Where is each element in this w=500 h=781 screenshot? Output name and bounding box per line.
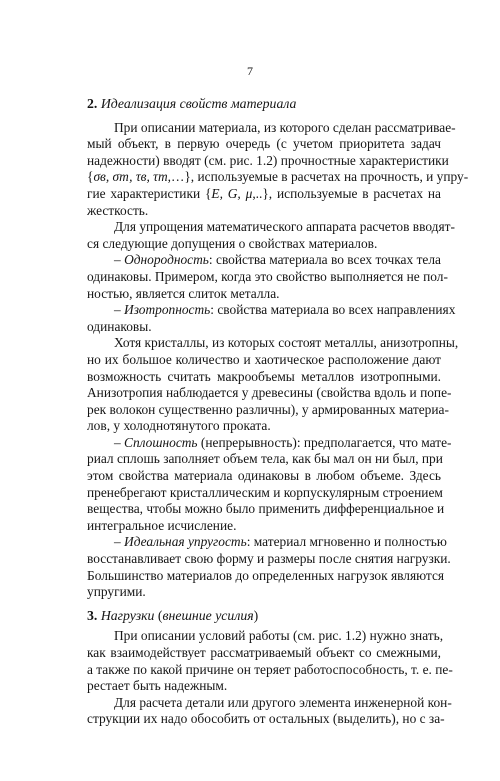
text-fragment: ) xyxy=(253,607,259,623)
list-item-continuity xyxy=(87,434,452,452)
term: Изотропность xyxy=(124,302,211,318)
text-line: ностью, является слиток металла. xyxy=(87,285,280,301)
text-line: пренебрегают кристаллическим и корпускулярным строением xyxy=(87,484,443,500)
text-line: При описании материала, из которого сделан рассматривае- xyxy=(114,119,456,135)
page-number: 7 xyxy=(247,64,253,78)
text-line: одинаковы. xyxy=(87,318,152,334)
text-line: этом свойства материала одинаковы в любом объеме. Здесь xyxy=(87,468,441,484)
formula-symbols: σв, σт, τв, τт xyxy=(93,169,168,185)
text-line: Хотя кристаллы, из которых состоят металлы, анизотропны, xyxy=(114,335,459,351)
list-item-homogeneity xyxy=(87,252,441,269)
text-fragment: ( xyxy=(154,607,163,623)
dash: – xyxy=(114,534,125,550)
text-line: лов, у холоднотянутого проката. xyxy=(87,418,271,434)
section-number: 3. xyxy=(87,607,98,623)
text-line: рек волокон существенно различны), у армированных материа- xyxy=(87,401,449,417)
text-line: Для упрощения математического аппарата расчетов вводят- xyxy=(114,219,455,235)
text-fragment: : свойства материала во всех точках тела xyxy=(208,252,441,268)
text-line: вещества, чтобы можно было применить дифференциальное и xyxy=(87,501,445,517)
spacer xyxy=(87,113,441,120)
text-line: одинаковы. Примером, когда это свойство выполняется не пол- xyxy=(87,268,448,284)
text-line: а также по какой причине он теряет работоспособность, т. е. пе- xyxy=(87,661,453,677)
text-line: Для расчета детали или другого элемента инженерной кон- xyxy=(114,694,452,710)
dash: – xyxy=(114,252,125,268)
text-fragment: ,…}, используемые в расчетах на прочность, и упру- xyxy=(167,169,469,185)
text-line: но их большое количество и хаотическое расположение дают xyxy=(87,351,441,367)
section-number: 2. xyxy=(87,96,98,111)
text-line: восстанавливает свою форму и размеры после снятия нагрузки. xyxy=(87,551,451,567)
text-line: ся следующие допущения о свойствах материалов. xyxy=(87,235,378,251)
text-line: струкции их надо обособить от остальных (выделить), но с за- xyxy=(87,711,445,727)
text-line: Большинство материалов до определенных нагрузок являются xyxy=(87,567,445,583)
section-title: Идеализация свойств материала xyxy=(100,96,297,111)
section-subtitle: внешние усилия xyxy=(162,607,254,623)
section-heading-2 xyxy=(87,96,441,113)
term: Однородность xyxy=(124,252,209,268)
text-line: риал сплошь заполняет объем тела, как бы мал он ни был, при xyxy=(87,451,443,467)
text-line: интегральное исчисление. xyxy=(87,517,237,533)
text-line-strength-symbols xyxy=(87,169,469,186)
text-fragment: (непрерывность): предполагается, что мате- xyxy=(197,434,452,450)
dash: – xyxy=(114,302,125,318)
spacer xyxy=(87,601,441,608)
text-fragment: : материал мгновенно и полностью xyxy=(246,534,447,550)
term: Идеальная упругость xyxy=(124,534,247,550)
text-fragment: гие характеристики { xyxy=(87,185,212,201)
text-line: мый объект, в первую очередь (с учетом приоритета задач xyxy=(87,136,441,152)
page-body xyxy=(87,96,469,728)
text-line: Анизотропия наблюдается у древесины (свойства вдоль и попе- xyxy=(87,385,452,401)
text-fragment: { xyxy=(87,169,94,185)
text-line: надежности) вводят (см. рис. 1.2) прочностные характеристики xyxy=(87,152,449,168)
text-line: возможность считать макрообъемы металлов изотропными. xyxy=(87,368,441,384)
text-line: жесткость. xyxy=(87,202,149,218)
text-line-elastic-symbols xyxy=(87,186,441,203)
text-fragment: : свойства материала во всех направлениях xyxy=(210,302,456,318)
text-line: упругими. xyxy=(87,584,146,600)
section-title: Нагрузки xyxy=(100,607,155,623)
text-line: рестает быть надежным. xyxy=(87,678,228,694)
list-item-ideal-elasticity xyxy=(87,534,447,551)
list-item-isotropy xyxy=(87,302,456,319)
formula-symbols: E, G, μ xyxy=(211,185,253,201)
text-fragment: ,..}, используемые в расчетах на xyxy=(252,185,441,201)
text-line: как взаимодействует рассматриваемый объект со смежными, xyxy=(87,645,441,660)
term: Сплошность xyxy=(124,434,198,450)
section-heading-3 xyxy=(87,608,441,625)
text-line: При описании условий работы (см. рис. 1.2) нужно знать, xyxy=(114,628,444,644)
dash: – xyxy=(114,434,125,450)
